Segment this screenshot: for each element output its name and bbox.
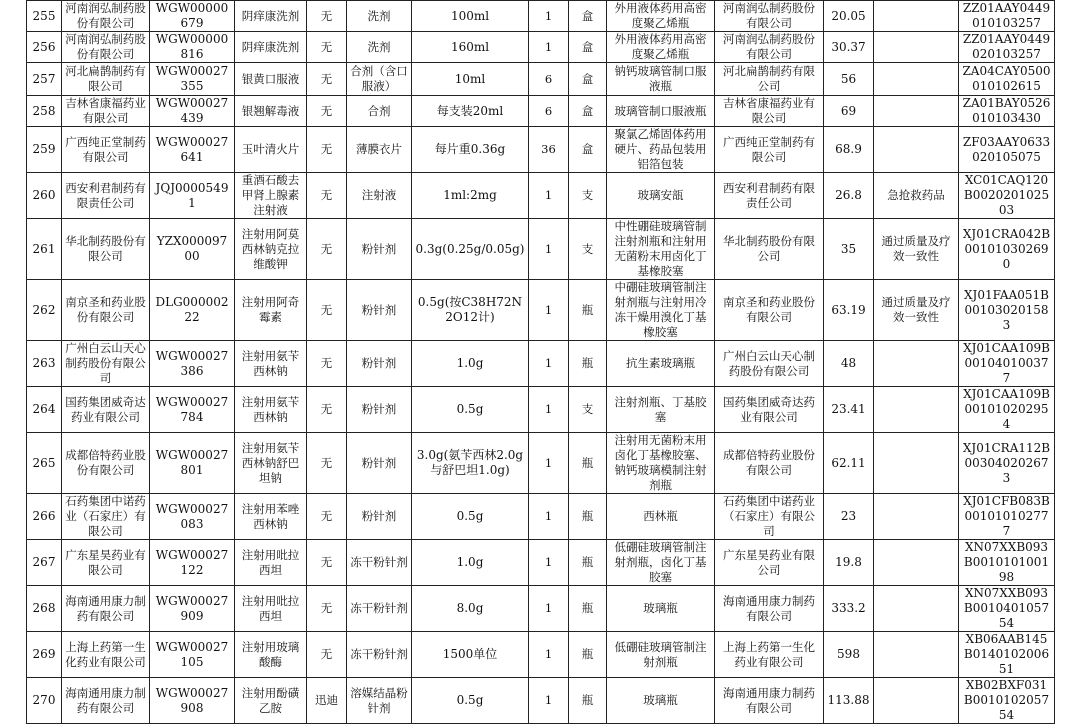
drug-id-cell: XC01CAQ120B002020102503	[959, 173, 1055, 219]
drug-id-cell: ZF03AAY0633020105075	[959, 127, 1055, 173]
trade-name-cell: 无	[307, 1, 347, 32]
drug-id-cell: XJ01CRA042B001010302690	[959, 219, 1055, 280]
manufacturer-cell: 南京圣和药业股份有限公司	[715, 280, 824, 341]
company-name-cell: 吉林省康福药业有限公司	[62, 96, 150, 127]
pack-unit-cell: 瓶	[569, 341, 607, 387]
table-row	[27, 540, 1055, 586]
drug-code-cell: WGW00027908	[150, 678, 235, 724]
drug-price-table	[26, 0, 1055, 724]
pack-quantity-cell: 1	[529, 540, 569, 586]
pack-unit-cell: 瓶	[569, 433, 607, 494]
pack-quantity-cell: 1	[529, 1, 569, 32]
row-number-cell: 265	[27, 433, 62, 494]
dosage-form-cell: 粉针剂	[347, 433, 412, 494]
table-row	[27, 632, 1055, 678]
trade-name-cell: 无	[307, 63, 347, 96]
dosage-form-cell: 粉针剂	[347, 387, 412, 433]
drug-code-cell: WGW00027784	[150, 387, 235, 433]
pack-quantity-cell: 1	[529, 280, 569, 341]
row-number-cell: 259	[27, 127, 62, 173]
drug-name-cell: 注射用吡拉西坦	[235, 540, 307, 586]
company-name-cell: 海南通用康力制药有限公司	[62, 678, 150, 724]
specification-cell: 每支装20ml	[412, 96, 529, 127]
price-cell: 20.05	[824, 1, 874, 32]
pack-unit-cell: 盒	[569, 127, 607, 173]
remark-cell	[874, 632, 959, 678]
pack-unit-cell: 瓶	[569, 280, 607, 341]
trade-name-cell: 无	[307, 540, 347, 586]
dosage-form-cell: 薄膜衣片	[347, 127, 412, 173]
drug-code-cell: WGW00000816	[150, 32, 235, 63]
price-cell: 69	[824, 96, 874, 127]
pack-unit-cell: 支	[569, 219, 607, 280]
manufacturer-cell: 河北扁鹊制药有限公司	[715, 63, 824, 96]
company-name-cell: 河南润弘制药股份有限公司	[62, 32, 150, 63]
dosage-form-cell: 溶媒结晶粉针剂	[347, 678, 412, 724]
price-cell: 19.8	[824, 540, 874, 586]
pack-unit-cell: 支	[569, 173, 607, 219]
drug-code-cell: YZX00009700	[150, 219, 235, 280]
remark-cell: 通过质量及疗效一致性	[874, 219, 959, 280]
pack-unit-cell: 瓶	[569, 586, 607, 632]
dosage-form-cell: 注射液	[347, 173, 412, 219]
drug-name-cell: 注射用氨苄西林钠	[235, 341, 307, 387]
dosage-form-cell: 冻干粉针剂	[347, 586, 412, 632]
price-cell: 48	[824, 341, 874, 387]
drug-code-cell: WGW00027105	[150, 632, 235, 678]
price-cell: 23	[824, 494, 874, 540]
remark-cell	[874, 586, 959, 632]
remark-cell	[874, 433, 959, 494]
specification-cell: 10ml	[412, 63, 529, 96]
row-number-cell: 267	[27, 540, 62, 586]
table-row	[27, 586, 1055, 632]
pack-quantity-cell: 6	[529, 96, 569, 127]
dosage-form-cell: 洗剂	[347, 1, 412, 32]
price-cell: 35	[824, 219, 874, 280]
drug-name-cell: 阴痒康洗剂	[235, 32, 307, 63]
remark-cell	[874, 96, 959, 127]
price-cell: 26.8	[824, 173, 874, 219]
specification-cell: 100ml	[412, 1, 529, 32]
manufacturer-cell: 河南润弘制药股份有限公司	[715, 32, 824, 63]
packaging-material-cell: 玻璃瓶	[607, 586, 715, 632]
table-row	[27, 341, 1055, 387]
company-name-cell: 上海上药第一生化药业有限公司	[62, 632, 150, 678]
pack-quantity-cell: 6	[529, 63, 569, 96]
dosage-form-cell: 粉针剂	[347, 494, 412, 540]
packaging-material-cell: 玻璃管制口服液瓶	[607, 96, 715, 127]
specification-cell: 0.5g	[412, 387, 529, 433]
company-name-cell: 海南通用康力制药有限公司	[62, 586, 150, 632]
manufacturer-cell: 海南通用康力制药有限公司	[715, 586, 824, 632]
trade-name-cell: 无	[307, 433, 347, 494]
drug-code-cell: DLG00000222	[150, 280, 235, 341]
trade-name-cell: 无	[307, 32, 347, 63]
table-row	[27, 494, 1055, 540]
packaging-material-cell: 低硼硅玻璃管制注射剂瓶，卤化丁基胶塞	[607, 540, 715, 586]
price-cell: 68.9	[824, 127, 874, 173]
price-cell: 598	[824, 632, 874, 678]
remark-cell	[874, 63, 959, 96]
remark-cell	[874, 32, 959, 63]
remark-cell: 通过质量及疗效一致性	[874, 280, 959, 341]
trade-name-cell: 迅迪	[307, 678, 347, 724]
drug-name-cell: 注射用酚磺乙胺	[235, 678, 307, 724]
specification-cell: 0.5g(按C38H72N2O12计)	[412, 280, 529, 341]
pack-unit-cell: 盒	[569, 1, 607, 32]
drug-code-cell: WGW00027386	[150, 341, 235, 387]
pack-quantity-cell: 1	[529, 632, 569, 678]
manufacturer-cell: 石药集团中诺药业（石家庄）有限公司	[715, 494, 824, 540]
specification-cell: 0.5g	[412, 494, 529, 540]
manufacturer-cell: 西安利君制药有限责任公司	[715, 173, 824, 219]
packaging-material-cell: 注射用无菌粉末用卤化丁基橡胶塞、钠钙玻璃模制注射剂瓶	[607, 433, 715, 494]
drug-name-cell: 注射用苯唑西林钠	[235, 494, 307, 540]
packaging-material-cell: 低硼硅玻璃管制注射剂瓶	[607, 632, 715, 678]
trade-name-cell: 无	[307, 219, 347, 280]
pack-unit-cell: 盒	[569, 96, 607, 127]
manufacturer-cell: 海南通用康力制药有限公司	[715, 678, 824, 724]
manufacturer-cell: 广西纯正堂制药有限公司	[715, 127, 824, 173]
pack-unit-cell: 支	[569, 387, 607, 433]
dosage-form-cell: 合剂	[347, 96, 412, 127]
drug-id-cell: XJ01CFB083B001010102777	[959, 494, 1055, 540]
row-number-cell: 268	[27, 586, 62, 632]
manufacturer-cell: 广东星昊药业有限公司	[715, 540, 824, 586]
dosage-form-cell: 粉针剂	[347, 341, 412, 387]
trade-name-cell: 无	[307, 280, 347, 341]
manufacturer-cell: 国药集团威奇达药业有限公司	[715, 387, 824, 433]
row-number-cell: 260	[27, 173, 62, 219]
drug-code-cell: WGW00027439	[150, 96, 235, 127]
drug-id-cell: XJ01CRA112B003040202673	[959, 433, 1055, 494]
row-number-cell: 258	[27, 96, 62, 127]
remark-cell	[874, 127, 959, 173]
drug-id-cell: XN07XXB093B001040105754	[959, 586, 1055, 632]
company-name-cell: 广西纯正堂制药有限公司	[62, 127, 150, 173]
packaging-material-cell: 西林瓶	[607, 494, 715, 540]
pack-quantity-cell: 1	[529, 32, 569, 63]
row-number-cell: 257	[27, 63, 62, 96]
drug-name-cell: 注射用玻璃酸酶	[235, 632, 307, 678]
specification-cell: 1ml:2mg	[412, 173, 529, 219]
trade-name-cell: 无	[307, 127, 347, 173]
company-name-cell: 西安利君制药有限责任公司	[62, 173, 150, 219]
pack-quantity-cell: 1	[529, 387, 569, 433]
table-row	[27, 63, 1055, 96]
packaging-material-cell: 玻璃安瓿	[607, 173, 715, 219]
price-cell: 23.41	[824, 387, 874, 433]
drug-id-cell: XN07XXB093B001010100198	[959, 540, 1055, 586]
dosage-form-cell: 粉针剂	[347, 219, 412, 280]
specification-cell: 8.0g	[412, 586, 529, 632]
trade-name-cell: 无	[307, 341, 347, 387]
table-row	[27, 678, 1055, 724]
trade-name-cell: 无	[307, 632, 347, 678]
drug-code-cell: WGW00027801	[150, 433, 235, 494]
packaging-material-cell: 钠钙玻璃管制口服液瓶	[607, 63, 715, 96]
trade-name-cell: 无	[307, 586, 347, 632]
row-number-cell: 261	[27, 219, 62, 280]
manufacturer-cell: 成都倍特药业股份有限公司	[715, 433, 824, 494]
price-cell: 62.11	[824, 433, 874, 494]
packaging-material-cell: 聚氯乙烯固体药用硬片、药品包装用铝箔包装	[607, 127, 715, 173]
table-row	[27, 173, 1055, 219]
row-number-cell: 266	[27, 494, 62, 540]
row-number-cell: 262	[27, 280, 62, 341]
remark-cell	[874, 341, 959, 387]
company-name-cell: 国药集团威奇达药业有限公司	[62, 387, 150, 433]
pack-unit-cell: 瓶	[569, 494, 607, 540]
pack-quantity-cell: 1	[529, 173, 569, 219]
packaging-material-cell: 外用液体药用高密度聚乙烯瓶	[607, 1, 715, 32]
trade-name-cell: 无	[307, 387, 347, 433]
drug-name-cell: 玉叶清火片	[235, 127, 307, 173]
pack-unit-cell: 盒	[569, 32, 607, 63]
packaging-material-cell: 中性硼硅玻璃管制注射剂瓶和注射用无菌粉末用卤化丁基橡胶塞	[607, 219, 715, 280]
table-row	[27, 127, 1055, 173]
table-body	[27, 1, 1055, 724]
table-row	[27, 96, 1055, 127]
table-row	[27, 433, 1055, 494]
row-number-cell: 264	[27, 387, 62, 433]
pack-unit-cell: 盒	[569, 63, 607, 96]
company-name-cell: 石药集团中诺药业（石家庄）有限公司	[62, 494, 150, 540]
remark-cell: 急抢救药品	[874, 173, 959, 219]
drug-code-cell: WGW00000679	[150, 1, 235, 32]
drug-id-cell: XJ01CAA109B001040100377	[959, 341, 1055, 387]
manufacturer-cell: 河南润弘制药股份有限公司	[715, 1, 824, 32]
specification-cell: 1.0g	[412, 540, 529, 586]
specification-cell: 0.3g(0.25g/0.05g)	[412, 219, 529, 280]
drug-id-cell: XB06AAB145B014010200651	[959, 632, 1055, 678]
packaging-material-cell: 注射剂瓶、丁基胶塞	[607, 387, 715, 433]
price-cell: 333.2	[824, 586, 874, 632]
specification-cell: 3.0g(氨苄西林2.0g与舒巴坦1.0g)	[412, 433, 529, 494]
price-cell: 56	[824, 63, 874, 96]
company-name-cell: 广东星昊药业有限公司	[62, 540, 150, 586]
remark-cell	[874, 678, 959, 724]
manufacturer-cell: 吉林省康福药业有限公司	[715, 96, 824, 127]
drug-code-cell: WGW00027083	[150, 494, 235, 540]
dosage-form-cell: 洗剂	[347, 32, 412, 63]
dosage-form-cell: 冻干粉针剂	[347, 540, 412, 586]
pack-unit-cell: 瓶	[569, 540, 607, 586]
price-cell: 113.88	[824, 678, 874, 724]
dosage-form-cell: 冻干粉针剂	[347, 632, 412, 678]
table-row	[27, 219, 1055, 280]
row-number-cell: 269	[27, 632, 62, 678]
packaging-material-cell: 外用液体药用高密度聚乙烯瓶	[607, 32, 715, 63]
table-row	[27, 1, 1055, 32]
drug-price-table-page	[26, 0, 1054, 724]
drug-code-cell: WGW00027641	[150, 127, 235, 173]
company-name-cell: 南京圣和药业股份有限公司	[62, 280, 150, 341]
drug-name-cell: 注射用氨苄西林钠	[235, 387, 307, 433]
pack-quantity-cell: 1	[529, 433, 569, 494]
pack-quantity-cell: 1	[529, 219, 569, 280]
company-name-cell: 广州白云山天心制药股份有限公司	[62, 341, 150, 387]
row-number-cell: 256	[27, 32, 62, 63]
specification-cell: 160ml	[412, 32, 529, 63]
pack-quantity-cell: 1	[529, 494, 569, 540]
drug-name-cell: 重酒石酸去甲肾上腺素注射液	[235, 173, 307, 219]
drug-code-cell: WGW00027355	[150, 63, 235, 96]
drug-id-cell: ZZ01AAY0449010103257	[959, 1, 1055, 32]
manufacturer-cell: 华北制药股份有限公司	[715, 219, 824, 280]
drug-name-cell: 注射用氨苄西林钠舒巴坦钠	[235, 433, 307, 494]
trade-name-cell: 无	[307, 494, 347, 540]
pack-quantity-cell: 1	[529, 678, 569, 724]
specification-cell: 1500单位	[412, 632, 529, 678]
drug-code-cell: WGW00027909	[150, 586, 235, 632]
pack-unit-cell: 瓶	[569, 632, 607, 678]
remark-cell	[874, 1, 959, 32]
manufacturer-cell: 上海上药第一生化药业有限公司	[715, 632, 824, 678]
remark-cell	[874, 387, 959, 433]
company-name-cell: 华北制药股份有限公司	[62, 219, 150, 280]
trade-name-cell: 无	[307, 173, 347, 219]
dosage-form-cell: 合剂（含口服液）	[347, 63, 412, 96]
drug-code-cell: WGW00027122	[150, 540, 235, 586]
drug-id-cell: XJ01FAA051B001030201583	[959, 280, 1055, 341]
row-number-cell: 263	[27, 341, 62, 387]
drug-id-cell: ZA04CAY0500010102615	[959, 63, 1055, 96]
company-name-cell: 成都倍特药业股份有限公司	[62, 433, 150, 494]
drug-name-cell: 注射用阿莫西林钠克拉维酸钾	[235, 219, 307, 280]
price-cell: 30.37	[824, 32, 874, 63]
dosage-form-cell: 粉针剂	[347, 280, 412, 341]
drug-name-cell: 注射用吡拉西坦	[235, 586, 307, 632]
drug-id-cell: XJ01CAA109B001010202954	[959, 387, 1055, 433]
packaging-material-cell: 中硼硅玻璃管制注射剂瓶与注射用冷冻干燥用溴化丁基橡胶塞	[607, 280, 715, 341]
table-row	[27, 32, 1055, 63]
drug-name-cell: 阴痒康洗剂	[235, 1, 307, 32]
drug-name-cell: 银翘解毒液	[235, 96, 307, 127]
pack-quantity-cell: 36	[529, 127, 569, 173]
table-row	[27, 280, 1055, 341]
specification-cell: 每片重0.36g	[412, 127, 529, 173]
pack-quantity-cell: 1	[529, 586, 569, 632]
remark-cell	[874, 494, 959, 540]
table-row	[27, 387, 1055, 433]
remark-cell	[874, 540, 959, 586]
company-name-cell: 河南润弘制药股份有限公司	[62, 1, 150, 32]
row-number-cell: 270	[27, 678, 62, 724]
specification-cell: 1.0g	[412, 341, 529, 387]
row-number-cell: 255	[27, 1, 62, 32]
specification-cell: 0.5g	[412, 678, 529, 724]
trade-name-cell: 无	[307, 96, 347, 127]
drug-code-cell: JQJ00005491	[150, 173, 235, 219]
packaging-material-cell: 玻璃瓶	[607, 678, 715, 724]
drug-id-cell: ZA01BAY0526010103430	[959, 96, 1055, 127]
company-name-cell: 河北扁鹊制药有限公司	[62, 63, 150, 96]
manufacturer-cell: 广州白云山天心制药股份有限公司	[715, 341, 824, 387]
drug-name-cell: 银黄口服液	[235, 63, 307, 96]
price-cell: 63.19	[824, 280, 874, 341]
packaging-material-cell: 抗生素玻璃瓶	[607, 341, 715, 387]
pack-unit-cell: 瓶	[569, 678, 607, 724]
drug-id-cell: XB02BXF031B001010205754	[959, 678, 1055, 724]
drug-name-cell: 注射用阿奇霉素	[235, 280, 307, 341]
drug-id-cell: ZZ01AAY0449020103257	[959, 32, 1055, 63]
pack-quantity-cell: 1	[529, 341, 569, 387]
